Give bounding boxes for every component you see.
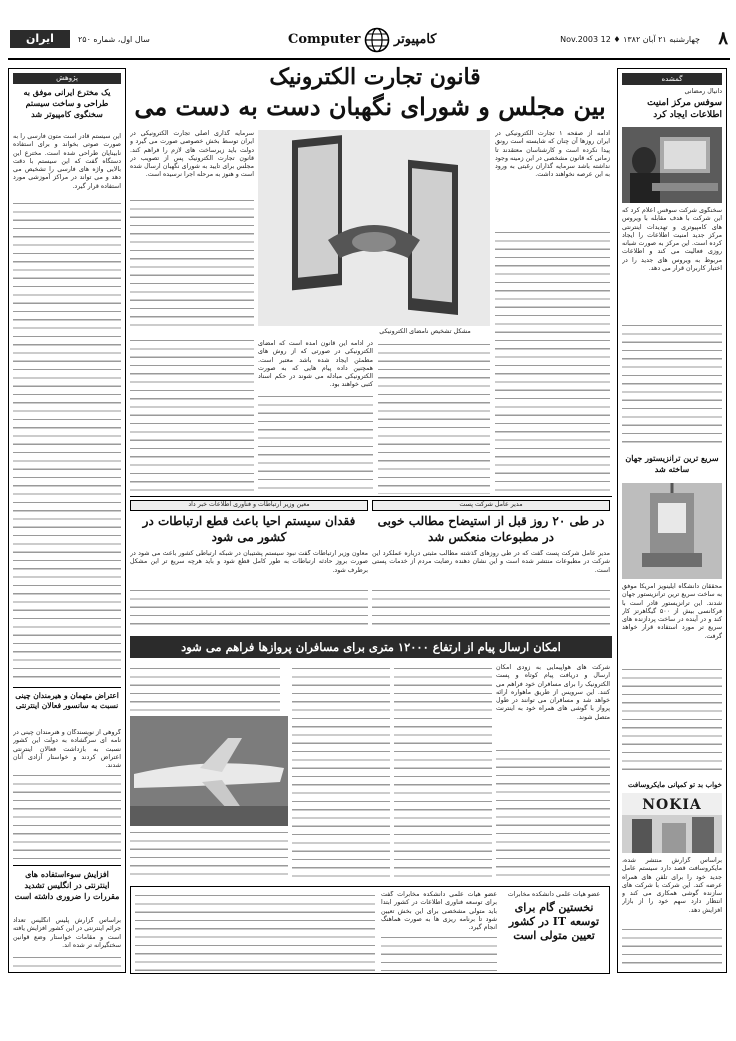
nokia-photo [622, 793, 722, 853]
globe-icon [364, 27, 390, 53]
left-divider-1 [13, 687, 121, 688]
right-column [617, 68, 727, 973]
left-item2-body: گروهی از نویسندگان و هنرمندان چینی در نامه ای سرگشاده به دولت این کشور نسبت به بازداشت فعالان اینترنتی اعتراض کردند و خواستار آزادی آنان شدند. [13, 729, 121, 769]
main-title-line1: قانون تجارت الکترونیک [269, 64, 481, 90]
nokia-label: NOKIA [642, 797, 702, 813]
left-item1-body: این سیستم قادر است متون فارسی را به صورت صوتی بخواند و برای استفاده نابینایان طراحی شده است. مخترع این دستگاه گفت که این سیستم با دقت بالایی واژه های فارسی را تشخیص می دهد و می تواند در مراکز آموزشی مورد استفاده قرار گیرد. [13, 133, 121, 190]
right-item1-body: سخنگوی شرکت سوفس اعلام کرد که این شرکت با هدف مقابله با ویروس های کامپیوتری و تهدیدات اینترنتی مرکز جدید امنیت اطلاعات را ایجاد کرده است. این مرکز به صورت شبانه روزی فعالیت می کند و اطلاعات مربوط به ویروس های جدید را در اختیار کاربران قرار می دهد. [622, 207, 722, 273]
mid-right-cont [372, 586, 610, 628]
mid-right-body: مدیر عامل شرکت پست گفت که در طی روزهای گذشته مطالب مثبتی درباره عملکرد این شرکت در مطبوعات منتشر شده است و این نشان دهنده رضایت مردم از خدمات پستی است. [372, 550, 610, 574]
left-section-title: پژوهش [13, 73, 121, 84]
right-section-title: گمشده [622, 73, 722, 85]
mid-right-title: در طی ۲۰ روز قبل از استیضاح مطالب خوبی در مطبوعات منعکس شد [377, 514, 605, 544]
bottom-col-d [496, 746, 610, 882]
main-col2-intro: ادامه از صفحه ۱ تجارت الکترونیکی در ایران روزها آن چنان که شایسته است رونق پیدا نکرده است و کارشناسان معتقدند تا زمانی که قانون مشخصی در این زمینه وجود نداشته باشد سرمایه گذاران رغبتی به ورود به این عرصه نخواهند داشت. [495, 130, 610, 179]
masthead-rule [8, 58, 730, 60]
page-number: ۸ [718, 28, 728, 49]
left-item3-title: افزایش سوءاستفاده های اینترنتی در انگلیس تشدید مقررات را ضروری داشته است [14, 869, 120, 901]
right-item2-title: سریع ترین ترانزیستور جهان ساخته شد [625, 453, 719, 474]
mid-left-body: معاون وزیر ارتباطات گفت نبود سیستم پشتیبان در شبکه ارتباطی کشور باعث می شود در صورت بروز حادثه ارتباطات به طور کامل قطع شود و باید هرچه سریع تر این مشکل برطرف شود. [130, 550, 368, 574]
mid-top-rule [130, 496, 612, 497]
main-col3-cont [258, 392, 373, 494]
left-column [8, 68, 126, 973]
main-col1-cont [130, 196, 254, 332]
mid-left-label: معین وزیر ارتباطات و فناوری اطلاعات خبر داد [130, 500, 368, 511]
it-box-body: عضو هیات علمی دانشکده مخابرات گفت برای توسعه فناوری اطلاعات در کشور ابتدا باید متولی مشخصی برای این بخش تعیین شود تا برنامه ریزی ها به صورت هماهنگ انجام گیرد. [381, 891, 497, 931]
handshake-photo [258, 130, 490, 326]
it-box-cont [135, 891, 375, 971]
main-col0 [130, 336, 254, 494]
right-item1-cont [622, 321, 722, 449]
right-item1-kicker: دانیال رمضانی [684, 88, 722, 95]
right-item1-title: سوفس مرکز امنیت اطلاعات ایجاد کرد [647, 98, 722, 120]
right-item3-cont [622, 925, 722, 969]
airplane-photo [130, 716, 288, 826]
section-title-fa: کامپیوتر [394, 32, 437, 47]
left-item3-body: براساس گزارش پلیس انگلیس تعداد جرائم اینترنتی در این کشور افزایش یافته است و مقامات خواستار وضع قوانین سختگیرانه تر شده اند. [13, 917, 121, 949]
left-item1-title: یک مخترع ایرانی موفق به طراحی و ساخت سیستم سخنگوی کامپیوتر شد [23, 87, 111, 119]
bottom-article-body: شرکت های هواپیمایی به زودی امکان ارسال و دریافت پیام کوتاه و پست الکترونیک را برای مسافران خود فراهم می کنند. این سرویس از طریق ماهواره ارائه خواهد شد و مسافران می توانند در طول پرواز با گوشی های همراه خود به اینترنت متصل شوند. [496, 664, 610, 721]
bottom-col-a [130, 664, 280, 714]
main-col4 [378, 340, 490, 494]
it-box-label: عضو هیات علمی دانشکده مخابرات [507, 891, 601, 898]
section-title-en: Computer [288, 32, 361, 47]
newspaper-logo: ایران [10, 30, 70, 48]
mid-left-cont [130, 586, 368, 628]
handshake-caption: مشکل تشخیص نامضای الکترونیکی [379, 328, 471, 335]
left-item1-cont [13, 199, 121, 683]
date-line: چهارشنبه ۲۱ آبان ۱۳۸۲ ♦ 12 Nov.2003 [560, 35, 700, 44]
main-col2-body [495, 228, 610, 494]
main-col3: در ادامه این قانون آمده است که امضای الکترونیکی در صورتی که از روش های مطمئن ایجاد شده باشد معتبر است. همچنین داده پیام هایی که به صورت الکترونیکی مبادله می شوند در حکم اسناد کتبی خواهند بود. [258, 340, 373, 389]
right-item2-body: محققان دانشگاه ایلینویز آمریکا موفق به ساخت سریع ترین ترانزیستور جهان شدند. این ترانزیستور قادر است با فرکانسی بیش از ۵۰۰ گیگاهرتز کار کند و در آینده در ساخت پردازنده های سریع تر مورد استفاده قرار خواهد گرفت. [622, 583, 722, 640]
left-item3-cont [13, 953, 121, 969]
mid-right-label: مدیر عامل شرکت پست [372, 500, 610, 511]
issue-line: سال اول، شماره ۲۵۰ [78, 35, 150, 44]
bottom-col-b [292, 664, 390, 882]
main-col1: سرمایه گذاری اصلی تجارت الکترونیکی در ایران توسط بخش خصوصی صورت می گیرد و دولت باید زیرساخت های لازم را فراهم کند. قانون تجارت الکترونیک پس از تصویب در مجلس برای تایید به شورای نگهبان ارسال شده است و هنوز به مرحله اجرا نرسیده است. [130, 130, 254, 179]
flight-banner: امکان ارسال پیام از ارتفاع ۱۲۰۰۰ متری برای مسافران پروازها فراهم می شود [130, 636, 612, 658]
computer-photo [622, 127, 722, 203]
bottom-col-e [130, 828, 288, 882]
right-item2-cont [622, 665, 722, 775]
transistor-photo [622, 483, 722, 579]
mid-left-title: فقدان سیستم احیا باعث قطع ارتباطات در کشور می شود [142, 514, 356, 544]
bottom-col-c [394, 664, 492, 882]
right-item3-title: خواب بد تو کمپانی مایکروسافت [628, 780, 722, 789]
it-box-title: نخستین گام برای توسعه IT در کشور تعیین متولی است [508, 901, 600, 942]
right-item3-body: براساس گزارش منتشر شده، مایکروسافت قصد دارد سیستم عامل جدید خود را برای تلفن های همراه عرضه کند. این شرکت با شرکت های سازنده گوشی همکاری می کند و انتظار دارد سهم خود را از بازار افزایش دهد. [622, 857, 722, 914]
left-divider-2 [13, 865, 121, 866]
masthead [8, 26, 730, 56]
left-item2-cont [13, 771, 121, 861]
left-item2-title: اعتراض متهمان و هیرمندان چینی نسبت به سانسور فعالان اینترنتی [15, 691, 119, 710]
it-box-cont2 [381, 933, 497, 971]
main-title-line2: بین مجلس و شورای نگهبان دست به دست می [134, 92, 606, 121]
it-box [130, 886, 610, 974]
